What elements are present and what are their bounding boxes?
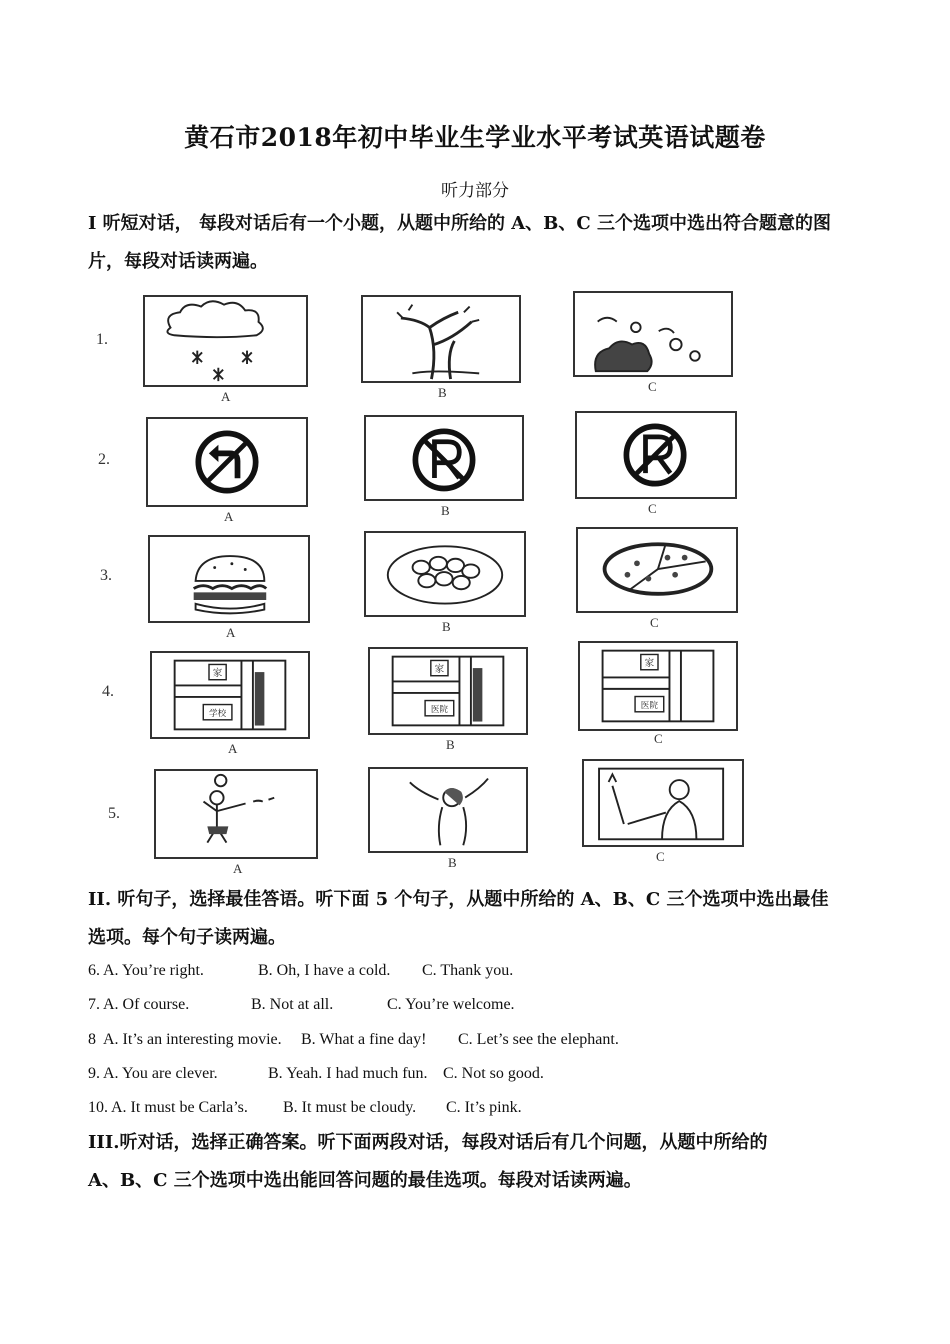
snow-cloud-icon[interactable] (143, 295, 308, 387)
map-home-school-icon[interactable] (150, 651, 310, 739)
choice-b[interactable]: B. What a fine day! (301, 1031, 427, 1048)
no-parking-icon[interactable] (364, 415, 524, 501)
option-label: B (438, 385, 447, 400)
choice-b[interactable]: B. It must be cloudy. (283, 1099, 417, 1116)
option-label: C (650, 615, 659, 630)
section2-instruction (88, 881, 868, 957)
option-label: A (233, 861, 243, 876)
choice-c[interactable]: C. Let’s see the elephant. (458, 1031, 619, 1048)
map-home-hospital-icon[interactable] (578, 641, 738, 731)
dumplings-plate-icon[interactable] (364, 531, 526, 617)
question-number: 1. (96, 331, 108, 348)
section2-instruction-line1: II. 听句子，选择最佳答语。听下面 5 个句子，从题中所给的 A、B、C 三个选项中选出最佳 (88, 889, 829, 910)
choice-c[interactable]: C. Not so good. (443, 1065, 544, 1082)
question-number: 3. (100, 567, 112, 584)
option-label: A (226, 625, 236, 640)
section1-instruction-line2: 片，每段对话读两遍。 (88, 251, 268, 272)
section1-instruction (88, 205, 868, 281)
option-label: B (448, 855, 457, 870)
section1-instruction-line1: I 听短对话， 每段对话后有一个小题，从题中所给的 A、B、C 三个选项中选出符合题意的图 (88, 213, 831, 234)
swimmer-icon[interactable] (368, 767, 528, 853)
option-label: B (446, 737, 455, 752)
section2-instruction-line2: 选项。每个句子读两遍。 (88, 927, 286, 948)
option-label: C (656, 849, 665, 864)
page-title: 黄石市2018年初中毕业生学业水平考试英语试题卷 (184, 123, 766, 152)
option-label: C (648, 379, 657, 394)
option-label: B (442, 619, 451, 634)
option-label: C (654, 731, 663, 746)
flower-bush-icon[interactable] (573, 291, 733, 377)
choice-a[interactable]: A. It must be Carla’s. (111, 1099, 248, 1116)
badminton-player-icon[interactable] (154, 769, 318, 859)
bare-tree-icon[interactable] (361, 295, 521, 383)
choice-b[interactable]: B. Yeah. I had much fun. (268, 1065, 428, 1082)
section3-instruction-line2: A、B、C 三个选项中选出能回答问题的最佳选项。每段对话读两遍。 (88, 1170, 642, 1191)
choice-a[interactable]: A. You are clever. (103, 1065, 218, 1082)
choice-c[interactable]: C. Thank you. (422, 962, 514, 979)
svg-text:医院: 医院 (430, 705, 448, 715)
choice-a[interactable]: A. It’s an interesting movie. (103, 1031, 282, 1048)
svg-text:家: 家 (212, 667, 223, 679)
svg-text:学校: 学校 (209, 709, 227, 719)
question-number: 2. (98, 451, 110, 468)
svg-text:家: 家 (644, 657, 655, 669)
choice-a[interactable]: A. Of course. (103, 996, 190, 1013)
choice-c[interactable]: C. It’s pink. (446, 1099, 522, 1116)
picture-questions (88, 283, 748, 875)
choice-b[interactable]: B. Oh, I have a cold. (258, 962, 391, 979)
pizza-icon[interactable] (576, 527, 738, 613)
question-number: 4. (102, 683, 114, 700)
section3-instruction-line1: III.听对话，选择正确答案。听下面两段对话，每段对话后有几个问题，从题中所给的 (88, 1132, 768, 1153)
hamburger-icon[interactable] (148, 535, 310, 623)
svg-text:医院: 医院 (640, 700, 659, 711)
teacher-board-icon[interactable] (582, 759, 744, 847)
choice-b[interactable]: B. Not at all. (251, 996, 334, 1013)
option-label: B (441, 503, 450, 518)
section-heading-listening: 听力部分 (441, 181, 509, 201)
no-left-turn-icon[interactable] (146, 417, 308, 507)
map-home-hospital-icon[interactable] (368, 647, 528, 735)
question-number: 5. (108, 805, 120, 822)
section3-instruction (88, 1124, 868, 1200)
choice-c[interactable]: C. You’re welcome. (387, 996, 515, 1013)
option-label: A (221, 389, 231, 404)
choice-a[interactable]: A. You’re right. (103, 962, 204, 979)
option-label: A (228, 741, 238, 756)
option-label: A (224, 509, 234, 524)
option-label: C (648, 501, 657, 516)
svg-text:家: 家 (434, 663, 445, 675)
no-parking-icon[interactable] (575, 411, 737, 499)
